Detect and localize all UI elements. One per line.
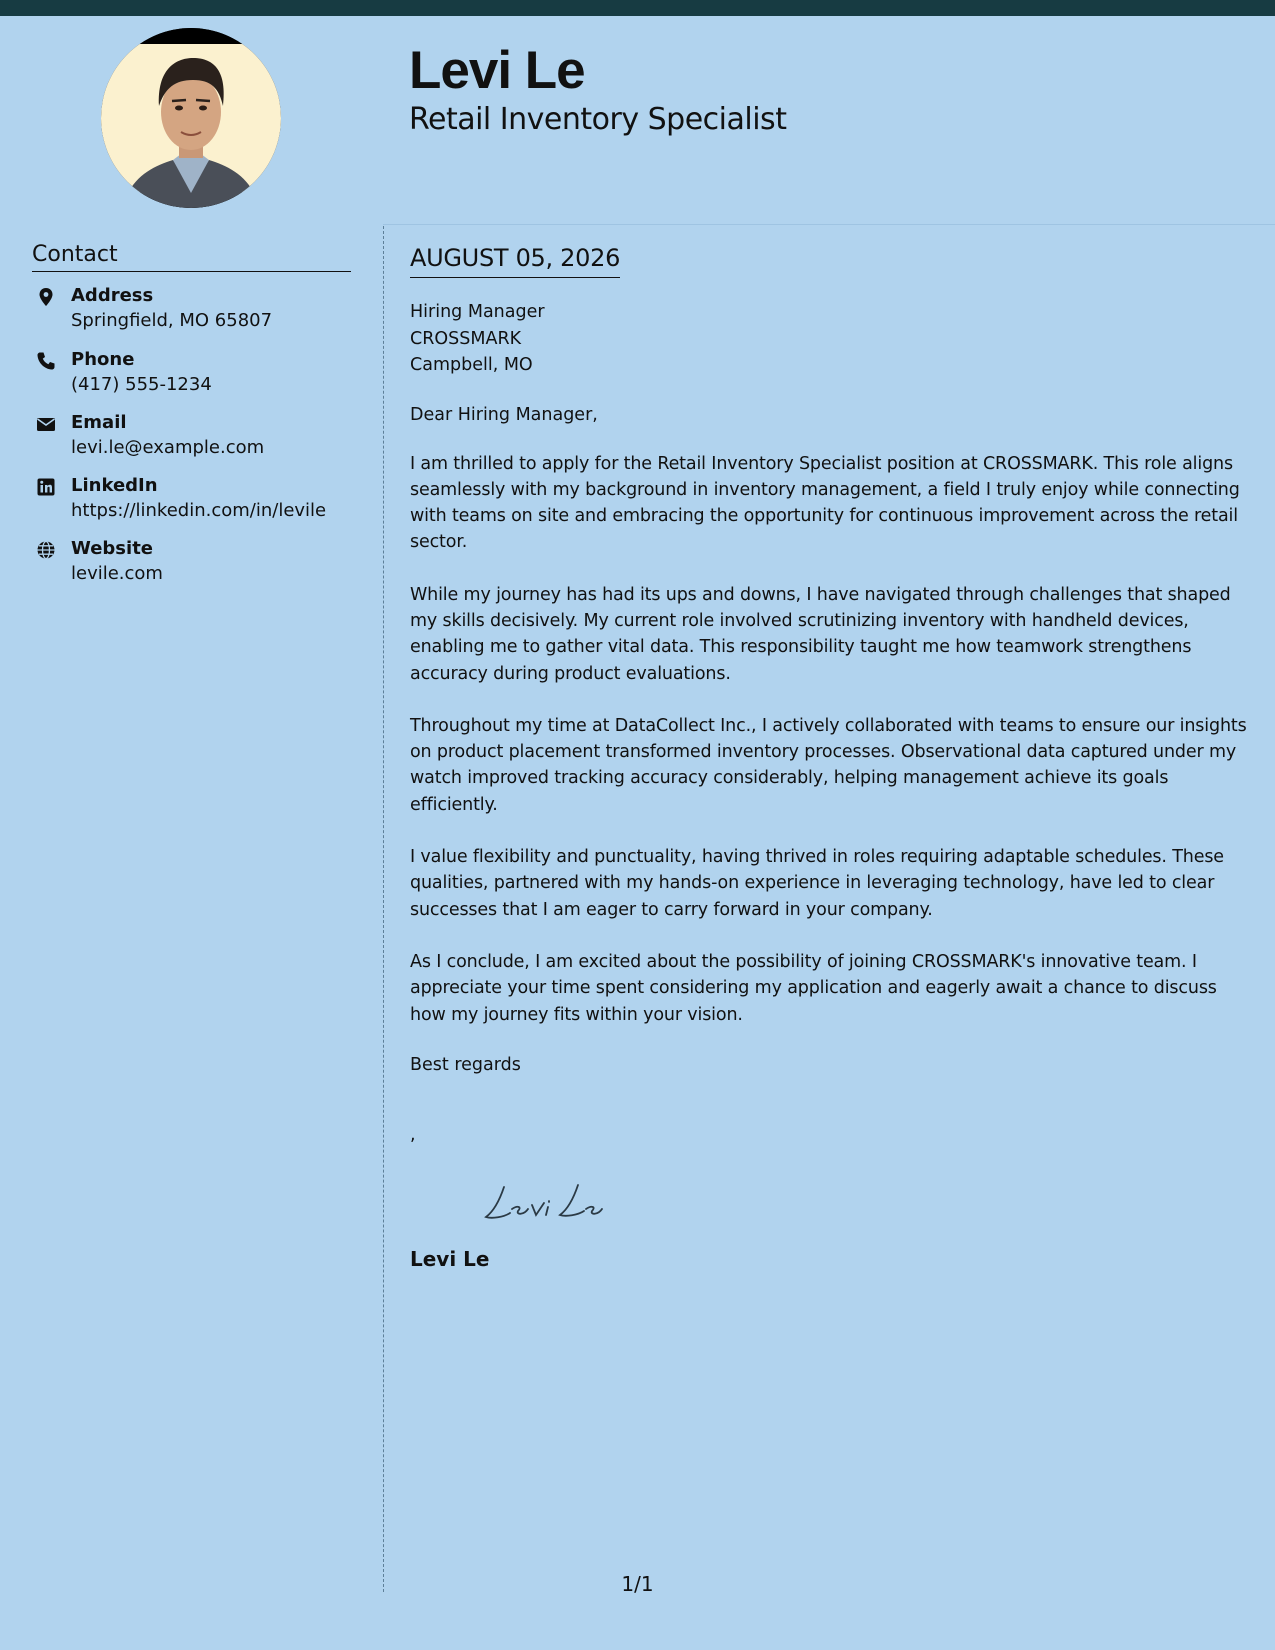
phone-icon: [36, 351, 56, 371]
contact-label: Email: [71, 412, 127, 433]
candidate-title: Retail Inventory Specialist: [409, 102, 787, 137]
contact-label: Phone: [71, 349, 135, 370]
globe-icon: [36, 540, 56, 560]
salutation: Dear Hiring Manager,: [410, 404, 598, 425]
column-divider: [383, 226, 384, 1592]
letter-paragraph: Throughout my time at DataCollect Inc., I actively collaborated with teams to ensure our insights on product placement transformed inventory processes. Observational data captured under my watch improved tracking accuracy considerably, helping management achieve its goals efficiently.: [410, 715, 1247, 815]
profile-photo: [101, 28, 281, 208]
contact-value: (417) 555-1234: [71, 374, 212, 395]
signer-name: Levi Le: [410, 1246, 490, 1271]
letter-date: AUGUST 05, 2026: [410, 244, 620, 278]
letter-paragraph: While my journey has had its ups and downs, I have navigated through challenges that shaped my skills decisively. My current role involved scrutinizing inventory with handheld devices, enabling me to gather vital data. This responsibility taught me how teamwork strengthens accuracy during product evaluations.: [410, 584, 1231, 684]
header-divider: [383, 224, 1275, 225]
letter-paragraph: As I conclude, I am excited about the possibility of joining CROSSMARK's innovative team. I appreciate your time spent considering my application and eagerly await a chance to discuss how my journey fits within your vision.: [410, 951, 1217, 1025]
contact-label: Website: [71, 538, 154, 559]
contact-heading: Contact: [32, 242, 351, 272]
recipient-line: Hiring Manager: [410, 302, 545, 322]
recipient-line: CROSSMARK: [410, 328, 522, 349]
letter-paragraph: I am thrilled to apply for the Retail Inventory Specialist position at CROSSMARK. This role aligns seamlessly with my background in inventory management, a field I truly enjoy while connecting with teams on site and embracing the opportunity for continuous improvement across the retail sector.: [410, 453, 1240, 553]
top-bar: [0, 0, 1275, 16]
letter-body: [410, 244, 1250, 1271]
contact-label: Address: [71, 285, 154, 306]
linkedin-icon: [36, 477, 56, 497]
envelope-icon: [36, 414, 56, 434]
contact-value: Springfield, MO 65807: [71, 310, 273, 331]
closing-comma: ,: [410, 1124, 416, 1145]
letter-paragraph: I value flexibility and punctuality, having thrived in roles requiring adaptable schedules. These qualities, partnered with my hands-on experience in leveraging technology, have led to clear successes that I am eager to carry forward in your company.: [410, 847, 1224, 920]
linkedin-link[interactable]: https://linkedin.com/in/levile: [71, 500, 327, 521]
contact-label: LinkedIn: [71, 475, 158, 496]
contact-value: levi.le@example.com: [71, 437, 265, 458]
recipient-line: Campbell, MO: [410, 355, 533, 375]
recipient-block: [410, 299, 1250, 379]
map-pin-icon: [36, 287, 56, 307]
website-link[interactable]: levile.com: [71, 563, 163, 584]
candidate-name: Levi Le: [409, 41, 585, 100]
closing: Best regards: [410, 1054, 521, 1075]
page-number: 1/1: [621, 1572, 654, 1596]
handwritten-signature: [482, 1177, 612, 1227]
